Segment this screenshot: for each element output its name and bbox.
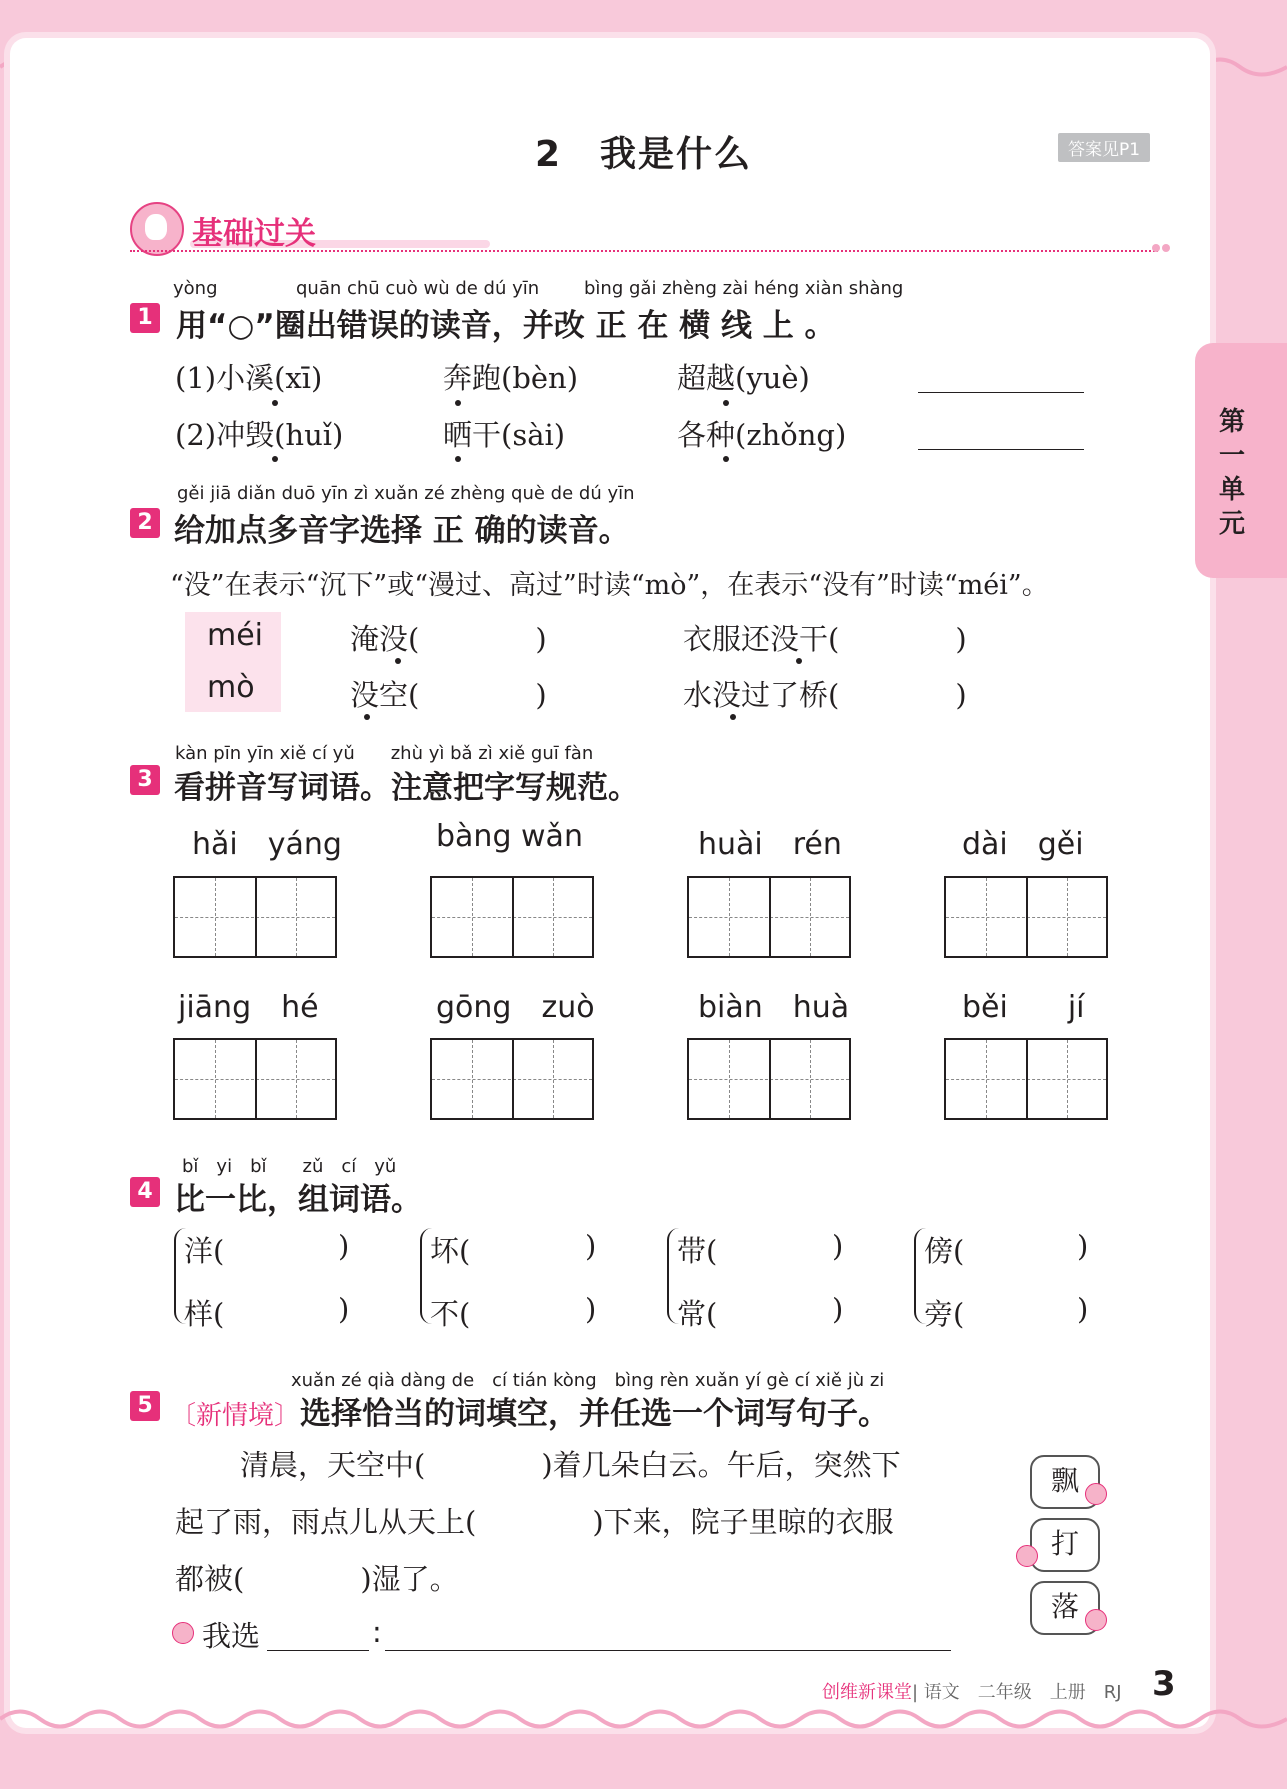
footer-brand: 创维新课堂 (822, 1682, 912, 1703)
emphasis-dot (730, 714, 736, 720)
q3-word-pinyin-1: hǎi yáng (192, 827, 342, 862)
q4-close-paren: ) (1077, 1292, 1089, 1326)
q2-number: 2 (130, 508, 160, 538)
q2-item-2: 衣服还没干( ) (683, 622, 967, 656)
q2-item-1: 淹没( ) (350, 622, 547, 656)
q1-item-2-3: 各种(zhǒng) (677, 418, 847, 452)
divider-dots-icon (1150, 237, 1174, 249)
q1-answer-line-2[interactable] (918, 449, 1084, 450)
q1-pinyin-1: yòng (173, 278, 218, 299)
q3-word-pinyin-7: biàn huà (698, 990, 850, 1025)
q2-option-mei: méi (207, 618, 264, 653)
q5-colon: : (372, 1615, 382, 1649)
page-number: 3 (1152, 1664, 1176, 1704)
q1-pinyin-2: quān chū cuò wù de dú yīn (296, 278, 540, 299)
flower-icon (1016, 1545, 1038, 1567)
lesson-title: 2 我是什么 (534, 134, 753, 175)
q2-pinyin: gěi jiā diǎn duō yīn zì xuǎn zé zhèng què de dú yīn (177, 483, 635, 504)
q3-number: 3 (130, 765, 160, 795)
emphasis-dot (364, 714, 370, 720)
q1-pinyin-3: bìng gǎi zhèng zài héng xiàn shàng (584, 278, 904, 299)
q2-rule: “没”在表示“沉下”或“漫过、高过”时读“mò”，在表示“没有”时读“méi”。 (170, 570, 1049, 601)
emphasis-dot (796, 658, 802, 664)
q4-close-paren: ) (585, 1292, 597, 1326)
q5-word-card-piao: 飘 (1030, 1455, 1100, 1509)
q5-pinyin: xuǎn zé qià dàng de cí tián kòng bìng rèn xuǎn yí gè cí xiě jù zi (291, 1370, 885, 1391)
emphasis-dot (455, 400, 461, 406)
q3-writing-grid[interactable] (687, 876, 851, 958)
q4-close-paren: ) (585, 1229, 597, 1263)
q3-pinyin: kàn pīn yīn xiě cí yǔ zhù yì bǎ zì xiě guī fàn (175, 743, 594, 764)
q1-answer-line-1[interactable] (918, 392, 1084, 393)
q3-writing-grid[interactable] (173, 876, 337, 958)
flower-icon (1085, 1483, 1107, 1505)
q2-item-4: 水没过了桥( ) (683, 678, 967, 712)
q3-word-pinyin-2: bàng wǎn (436, 819, 583, 854)
answer-reference-badge: 答案见P1 (1058, 133, 1150, 162)
flower-icon (172, 1622, 194, 1644)
q4-char-4b: 旁( (924, 1297, 965, 1331)
q3-writing-grid[interactable] (430, 1038, 594, 1120)
q3-word-pinyin-3: huài rén (698, 827, 842, 862)
q1-number: 1 (130, 303, 160, 333)
q5-passage-line-2: 起了雨，雨点儿从天上( )下来，院子里晾的衣服 (175, 1505, 894, 1539)
q2-options-box (185, 612, 281, 712)
q4-char-1b: 样( (184, 1297, 225, 1331)
q5-choose-label: 我选 (202, 1619, 261, 1653)
q4-pinyin: bǐ yi bǐ zǔ cí yǔ (182, 1156, 397, 1177)
emphasis-dot (272, 456, 278, 462)
q4-close-paren: ) (832, 1229, 844, 1263)
flower-icon (1085, 1609, 1107, 1631)
q3-writing-grid[interactable] (173, 1038, 337, 1120)
emphasis-dot (723, 456, 729, 462)
q5-word-card-da: 打 (1030, 1518, 1100, 1572)
q2-option-mo: mò (207, 670, 255, 705)
q3-writing-grid[interactable] (944, 876, 1108, 958)
q4-close-paren: ) (832, 1292, 844, 1326)
q4-close-paren: ) (338, 1229, 350, 1263)
q5-word-card-luo: 落 (1030, 1581, 1100, 1635)
q4-char-2b: 不( (430, 1297, 471, 1331)
emphasis-dot (723, 400, 729, 406)
q5-instruction (170, 1388, 889, 1433)
q4-char-3a: 带( (677, 1234, 718, 1268)
q5-instruction-text: 选择恰当的词填空，并任选一个词写句子。 (300, 1396, 890, 1432)
mascot-icon (130, 202, 184, 256)
q3-writing-grid[interactable] (687, 1038, 851, 1120)
emphasis-dot (272, 400, 278, 406)
q3-word-pinyin-4: dài gěi (962, 827, 1084, 862)
unit-tab-label: 第一单元 (1218, 407, 1245, 539)
q1-item-1-1: (1)小溪(xī) (175, 361, 323, 395)
q4-number: 4 (130, 1177, 160, 1207)
q3-instruction: 看拼音写词语。注意把字写规范。 (174, 770, 639, 806)
q1-item-2-1: (2)冲毁(huǐ) (175, 418, 344, 452)
q2-instruction: 给加点多音字选择 正 确的读音。 (174, 513, 630, 549)
q3-writing-grid[interactable] (944, 1038, 1108, 1120)
q5-new-context-tag: 〔新情境〕 (170, 1401, 301, 1431)
emphasis-dot (455, 456, 461, 462)
footer-book-info: | 语文 二年级 上册 RJ (912, 1682, 1122, 1703)
q3-word-pinyin-8: běi jí (962, 990, 1085, 1025)
q4-char-3b: 常( (677, 1297, 718, 1331)
emphasis-dot (395, 658, 401, 664)
section-label: 基础过关 (192, 216, 316, 252)
q2-item-3: 没空( ) (350, 678, 547, 712)
q4-char-2a: 坏( (430, 1234, 471, 1268)
q1-item-1-3: 超越(yuè) (677, 361, 810, 395)
q4-instruction: 比一比，组词语。 (174, 1182, 422, 1218)
q5-passage-line-1: 清晨，天空中( )着几朵白云。午后，突然下 (240, 1448, 901, 1482)
q5-passage-line-3: 都被( )湿了。 (175, 1562, 459, 1596)
q4-close-paren: ) (1077, 1229, 1089, 1263)
q5-sentence-line[interactable] (385, 1650, 951, 1651)
q5-number: 5 (130, 1391, 160, 1421)
q3-writing-grid[interactable] (430, 876, 594, 958)
q1-instruction: 用“○”圈出错误的读音，并改 正 在 横 线 上 。 (176, 308, 836, 344)
q3-word-pinyin-5: jiāng hé (178, 990, 319, 1025)
q5-chosen-word-line[interactable] (267, 1650, 369, 1651)
q1-item-1-2: 奔跑(bèn) (443, 361, 579, 395)
footer-info (822, 1678, 1122, 1704)
q3-word-pinyin-6: gōng zuò (436, 990, 595, 1025)
q4-char-1a: 洋( (184, 1234, 225, 1268)
q1-item-2-2: 晒干(sài) (443, 418, 566, 452)
q4-char-4a: 傍( (924, 1234, 965, 1268)
unit-side-tab (1195, 343, 1287, 578)
bottom-wave-border (0, 1704, 1287, 1734)
q4-close-paren: ) (338, 1292, 350, 1326)
section-divider (130, 250, 1158, 252)
